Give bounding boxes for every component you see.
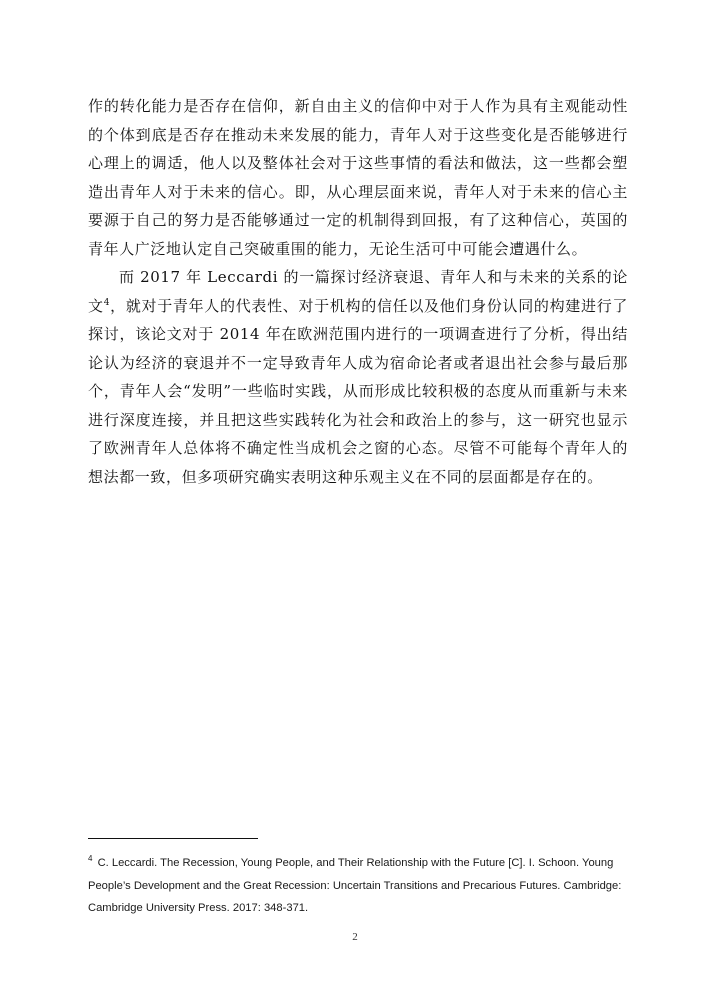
footnote-text: C. Leccardi. The Recession, Young People, and Their Relationship with the Future [C]. I. Schoon. Young People’s Development and the Great Recession: Uncertain Transitions and Precarious Futures. Cambridge: Cambridge University Press. 2017: 348-371. [88,857,622,914]
paragraph-2-text-end: ，就对于青年人的代表性、对于机构的信任以及他们身份认同的构建进行了探讨，该论文对于 2014 年在欧洲范围内进行的一项调查进行了分析，得出结论认为经济的衰退并不一定导致青年人成为宿命论者或者退出社会参与最后那个，青年人会“发明”一些临时实践，从而形成比较积极的态度从而重新与未来进行深度连接，并且把这些实践转化为社会和政治上的参与，这一研究也显示了欧洲青年人总体将不确定性当成机会之窗的心态。尽管不可能每个青年人的想法都一致，但多项研究确实表明这种乐观主义在不同的层面都是存在的。 [88,296,628,486]
body-text [88,92,628,491]
footnote-reference: 4 [103,297,111,308]
paragraph-1: 作的转化能力是否存在信仰，新自由主义的信仰中对于人作为具有主观能动性的个体到底是否存在推动未来发展的能力，青年人对于这些变化是否能够进行心理上的调适，他人以及整体社会对于这些事情的看法和做法，这一些都会塑造出青年人对于未来的信心。即，从心理层面来说，青年人对于未来的信心主要源于自己的努力是否能够通过一定的机制得到回报，有了这种信心，英国的青年人广泛地认定自己突破重围的能力，无论生活可中可能会遭遇什么。 [88,97,628,258]
page-number: 2 [352,931,358,943]
footnote-marker: 4 [88,854,93,864]
paragraph-2 [88,263,628,491]
paragraph-2-text-start: 而 2017 年 Leccardi 的一篇探讨经济衰退、青年人和与未来的关系的论文 [88,268,628,315]
footnote [88,852,628,920]
footnote-separator [88,838,258,839]
